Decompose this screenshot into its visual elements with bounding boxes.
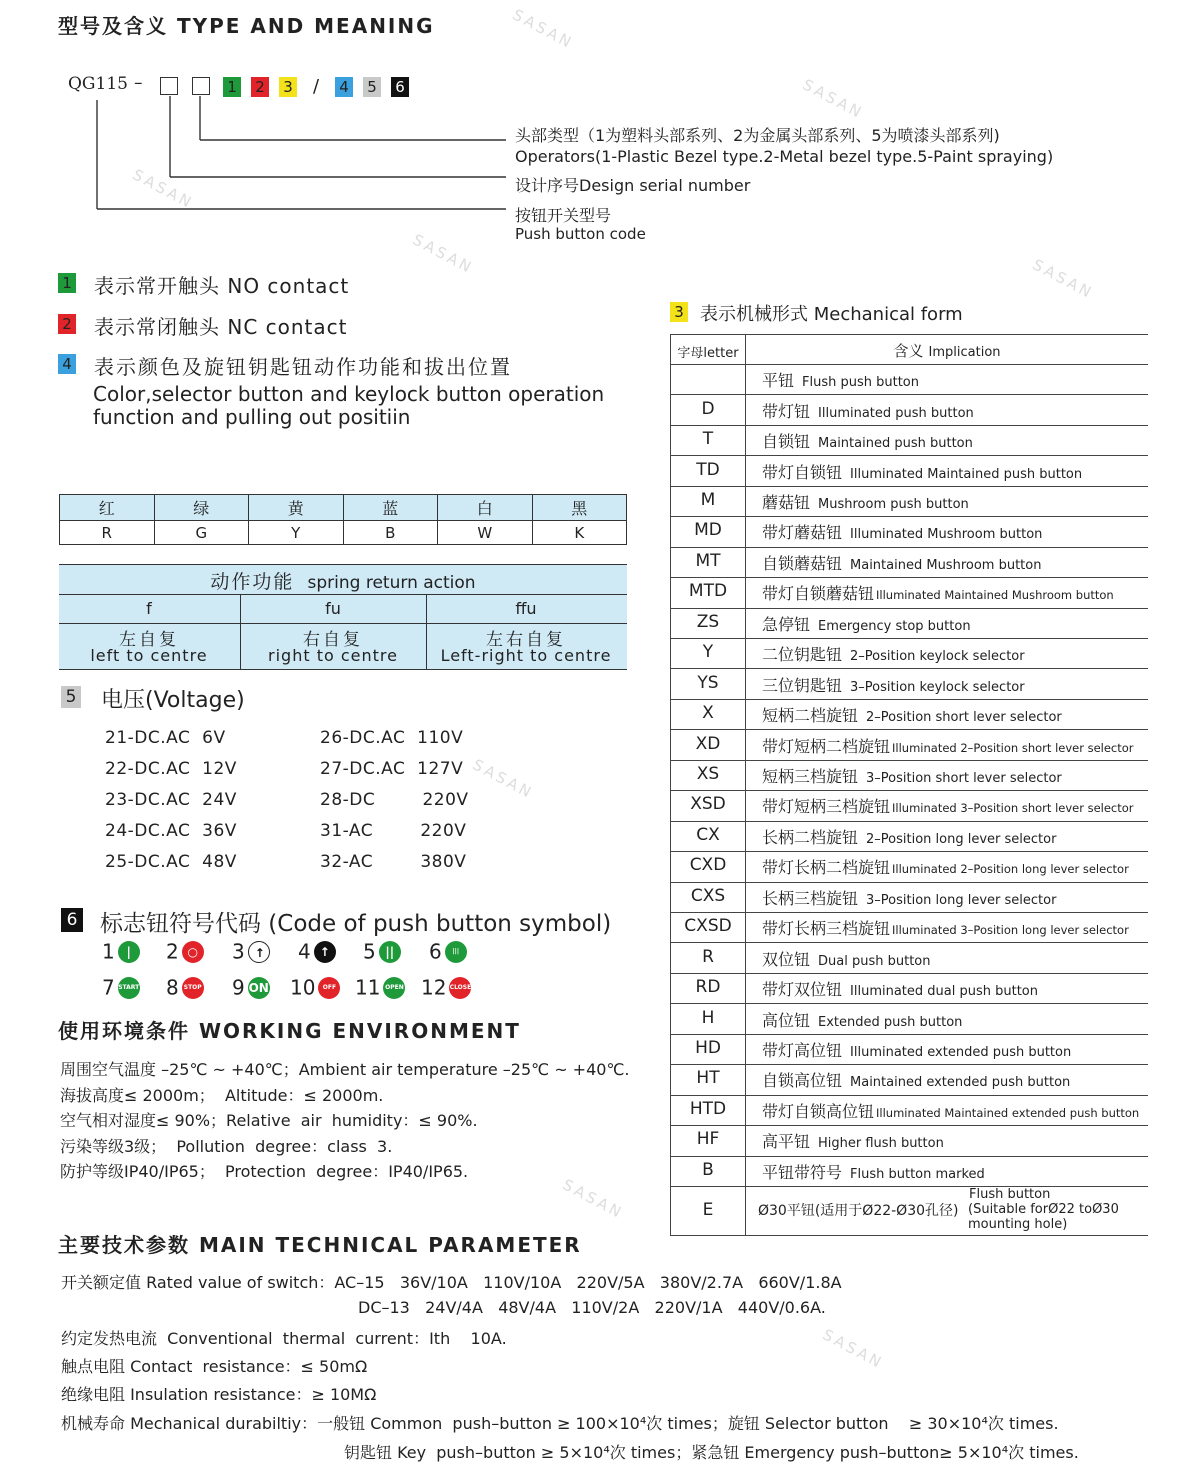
symbol-10-icon <box>318 977 340 999</box>
mech-desc <box>762 825 1056 848</box>
mech-desc-en: 3–Position keylock selector <box>850 679 1025 695</box>
symbol-badge: 6 <box>61 908 83 932</box>
mech-desc-en: Maintained Mushroom button <box>850 557 1042 573</box>
mech-desc <box>762 855 1129 878</box>
mech-row <box>670 608 1148 639</box>
env-line: 空气相对湿度≤ 90%；Relative air humidity：≤ 90%. <box>60 1111 478 1130</box>
color-code-cell: B <box>343 521 438 545</box>
action-code: fu <box>325 599 341 618</box>
symbol-7-icon <box>118 977 140 999</box>
color-code-cell: R <box>60 521 155 545</box>
mech-title: 表示机械形式 Mechanical form <box>700 304 963 325</box>
mech-head-desc-cn: 含义 <box>893 342 924 360</box>
legend-color-en2: function and pulling out positiin <box>93 405 411 429</box>
mech-row <box>670 486 1148 517</box>
action-code: ffu <box>515 599 537 618</box>
mech-desc-en: Maintained push button <box>818 436 973 452</box>
mech-desc-en: Illuminated Mushroom button <box>850 527 1043 543</box>
symbol-label: || <box>385 944 395 959</box>
symbol-item <box>102 974 140 1000</box>
legend-color-en1: Color,selector button and keylock button operation <box>93 382 605 406</box>
mech-desc-cn: 带灯自锁钮 <box>762 462 843 482</box>
mech-desc <box>762 429 973 452</box>
symbol-number: 12 <box>421 975 447 1000</box>
mech-desc-cn: 二位钥匙钮 <box>762 645 843 665</box>
mech-desc-cn: 自锁高位钮 <box>762 1071 843 1091</box>
symbol-2-icon <box>182 941 204 963</box>
mech-head-desc-en: Implication <box>928 345 1001 360</box>
working-env-list <box>60 1057 630 1185</box>
symbol-12-icon <box>449 977 471 999</box>
mech-desc <box>762 460 1082 483</box>
mech-desc-cn: 短柄二档旋钮 <box>762 706 859 726</box>
mech-row <box>670 1095 1148 1126</box>
legend-nc-contact: 表示常闭触头 NC contact <box>94 315 348 339</box>
color-cn-cell: 黑 <box>532 495 627 521</box>
mech-desc-en: Illuminated Maintained extended push button <box>876 1105 1140 1120</box>
mech-code: HT <box>696 1068 720 1089</box>
action-cn: 左右自复 <box>486 630 566 650</box>
mech-desc-en: Illuminated 3–Position short lever selector <box>892 801 1134 816</box>
mech-desc-cn: 短柄三档旋钮 <box>762 766 859 786</box>
symbol-item <box>355 974 405 1000</box>
symbol-number: 4 <box>298 939 311 964</box>
mech-head-code-cn: 字母 <box>677 346 704 361</box>
model-num-4: / <box>312 75 320 97</box>
symbol-number: 7 <box>102 975 115 1000</box>
mech-desc-cn: 平钮带符号 <box>762 1162 843 1182</box>
symbol-5-icon <box>379 941 401 963</box>
symbol-4-icon <box>314 941 336 963</box>
mech-desc-en: Illuminated Maintained Mushroom button <box>876 588 1114 603</box>
symbol-number: 9 <box>232 975 245 1000</box>
mech-desc-en: Maintained extended push button <box>850 1075 1071 1091</box>
mech-desc <box>762 916 1129 939</box>
legend-badge-4: 4 <box>58 354 76 374</box>
mech-row <box>670 547 1148 578</box>
voltage-item: 27-DC.AC 127V <box>320 759 464 779</box>
mech-desc <box>762 1038 1071 1061</box>
tech-line: 绝缘电阻 Insulation resistance：≥ 10MΩ <box>61 1385 377 1404</box>
mech-desc <box>762 673 1025 696</box>
mech-desc-cn: 带灯长柄二档旋钮 <box>762 858 891 878</box>
watermark: SASAN <box>799 75 867 123</box>
model-code: QG115 <box>68 74 128 94</box>
mech-desc <box>762 520 1042 543</box>
color-cn-cell: 黄 <box>249 495 344 521</box>
symbol-item <box>166 974 204 1000</box>
mech-row <box>670 821 1148 852</box>
symbol-number: 3 <box>232 939 245 964</box>
symbol-number: 6 <box>429 939 442 964</box>
symbol-item <box>232 974 270 1000</box>
voltage-list-right <box>320 728 469 883</box>
mech-code: E <box>702 1200 714 1220</box>
mech-row <box>670 699 1148 730</box>
env-line: 海拔高度≤ 2000m； Altitude：≤ 2000m. <box>60 1085 384 1105</box>
tech-line: 触点电阻 Contact resistance：≤ 50mΩ <box>61 1357 368 1376</box>
symbol-label: ↑ <box>319 944 330 959</box>
type-meaning-title: 型号及含义 TYPE AND MEANING <box>58 14 435 38</box>
mech-code: H <box>701 1007 715 1028</box>
mech-desc-en: Higher flush button <box>818 1136 944 1152</box>
mech-row <box>670 760 1148 791</box>
mech-row <box>670 364 1148 395</box>
mech-code: HTD <box>689 1098 727 1119</box>
mech-desc-en: Flush button marked <box>850 1166 985 1182</box>
mech-row <box>670 942 1148 973</box>
mech-desc <box>762 1068 1070 1091</box>
symbol-6-icon <box>445 941 467 963</box>
symbol-item <box>363 938 401 964</box>
mech-desc-en: 2–Position keylock selector <box>850 649 1025 665</box>
color-cn-cell: 红 <box>60 495 155 521</box>
mech-row <box>670 1003 1148 1034</box>
symbol-number: 8 <box>166 975 179 1000</box>
mech-desc-cn: 带灯长柄三档旋钮 <box>762 919 891 939</box>
legend-color-cn: 表示颜色及旋钮钥匙钮动作功能和拔出位置 <box>94 355 512 379</box>
mech-desc-en: Extended push button <box>818 1014 963 1030</box>
voltage-item: 24-DC.AC 36V <box>105 821 237 841</box>
symbol-label: START <box>118 983 140 991</box>
color-cn-cell: 绿 <box>154 495 249 521</box>
desc-code-cn: 按钮开关型号 <box>515 206 612 225</box>
mech-row <box>670 1034 1148 1065</box>
mech-desc-en: Illuminated Maintained push button <box>850 466 1083 482</box>
color-table <box>59 494 627 545</box>
mech-row <box>670 668 1148 699</box>
legend-no-contact: 表示常开触头 NO contact <box>94 274 350 298</box>
symbol-11-icon <box>383 977 405 999</box>
tech-line: 钥匙钮 Key push–button ≥ 5×10⁴次 times；紧急钮 Emergency push–button≥ 5×10⁴次 times. <box>344 1443 1079 1462</box>
mech-desc <box>762 642 1025 665</box>
symbol-item <box>102 938 140 964</box>
mech-row <box>670 851 1148 882</box>
mech-code: T <box>702 429 714 450</box>
mech-desc <box>762 977 1038 1000</box>
symbol-item <box>421 974 471 1000</box>
mech-desc-cn: 带灯蘑菇钮 <box>762 523 843 543</box>
mech-code: R <box>702 946 714 967</box>
action-title-cn: 动作功能 <box>210 571 295 593</box>
voltage-title: 电压(Voltage) <box>101 688 245 713</box>
mech-last-en2: (Suitable forØ22 toØ30 <box>968 1202 1119 1217</box>
mech-desc-cn: 平钮 <box>762 371 795 391</box>
tech-line: 机械寿命 Mechanical durabiltiy：一般钮 Common push–button ≥ 100×10⁴次 times；旋钮 Selector button ≥ 30×10⁴次 times. <box>61 1414 1059 1433</box>
mech-desc-cn: 带灯高位钮 <box>762 1040 843 1060</box>
voltage-item: 25-DC.AC 48V <box>105 852 237 872</box>
voltage-item: 21-DC.AC 6V <box>105 728 226 748</box>
mech-row-last <box>670 1186 1148 1236</box>
mech-desc-en: Mushroom push button <box>818 496 969 512</box>
mech-code: CXSD <box>684 916 732 937</box>
mech-desc <box>762 886 1056 909</box>
voltage-item: 32-AC 380V <box>320 852 467 872</box>
tech-line: DC–13 24V/4A 48V/4A 110V/2A 220V/1A 440V/0.6A. <box>358 1298 826 1317</box>
mech-desc-cn: 长柄二档旋钮 <box>762 827 859 847</box>
desc-head-type-cn: 头部类型（1为塑料头部系列、2为金属头部系列、5为喷漆头部系列) <box>515 126 1000 145</box>
action-table <box>59 564 627 670</box>
symbol-label: STOP <box>183 983 202 991</box>
mech-code: MTD <box>688 581 728 602</box>
symbol-label: ○ <box>187 944 198 959</box>
mech-desc <box>762 1160 985 1183</box>
mech-desc <box>762 490 969 513</box>
mech-desc-en: 3–Position long lever selector <box>866 892 1057 908</box>
env-line: 污染等级3级； Pollution degree：class 3. <box>60 1136 393 1156</box>
mech-code: XD <box>695 733 721 754</box>
voltage-item: 28-DC 220V <box>320 790 469 810</box>
mech-code: CXD <box>689 855 727 876</box>
mech-desc-cn: 长柄三档旋钮 <box>762 888 859 908</box>
mech-code: XSD <box>690 794 726 815</box>
color-cn-cell: 蓝 <box>343 495 438 521</box>
symbol-label: | <box>126 944 131 959</box>
model-num-7: 6 <box>391 77 409 97</box>
mech-row <box>670 790 1148 821</box>
mech-desc-cn: 带灯自锁蘑菇钮 <box>762 584 875 604</box>
mech-desc-cn: 三位钥匙钮 <box>762 675 843 695</box>
symbol-1-icon <box>118 941 140 963</box>
mech-desc <box>762 581 1114 604</box>
symbol-8-icon <box>182 977 204 999</box>
mech-header <box>670 334 1148 365</box>
mech-code: RD <box>695 977 721 998</box>
voltage-item: 23-DC.AC 24V <box>105 790 237 810</box>
tech-line: 约定发热电流 Conventional thermal current：Ith 10A. <box>61 1329 507 1348</box>
mech-desc-en: Illuminated 2–Position short lever selector <box>892 740 1134 755</box>
mech-desc-en: Illuminated 3–Position long lever selector <box>892 923 1129 938</box>
legend-badge-1: 1 <box>58 273 76 293</box>
mech-desc <box>762 612 971 635</box>
mech-last-cn: Ø30平钮(适用于Ø22-Ø30孔径) <box>758 1203 959 1219</box>
mech-code: MD <box>694 520 722 541</box>
voltage-badge: 5 <box>61 686 81 708</box>
mech-row <box>670 1156 1148 1187</box>
mech-code: MT <box>695 550 721 571</box>
voltage-item: 26-DC.AC 110V <box>320 728 464 748</box>
mech-row <box>670 638 1148 669</box>
color-code-cell: W <box>438 521 533 545</box>
symbol-number: 1 <box>102 939 115 964</box>
action-code: f <box>146 599 152 618</box>
mech-badge: 3 <box>670 302 688 322</box>
mech-desc-en: Emergency stop button <box>818 618 971 634</box>
mech-code: YS <box>697 672 719 693</box>
action-en: right to centre <box>268 646 398 665</box>
mech-code: XS <box>696 763 720 784</box>
symbol-item <box>298 938 336 964</box>
model-dash: – <box>134 73 143 93</box>
mech-code: M <box>700 489 716 510</box>
mech-desc-cn: 急停钮 <box>762 614 811 634</box>
model-num-3: 3 <box>279 77 297 97</box>
mech-desc <box>762 1008 962 1031</box>
symbol-label: CLOSE <box>449 983 472 991</box>
mech-code: TD <box>696 459 720 480</box>
symbol-number: 5 <box>363 939 376 964</box>
mech-desc-cn: 带灯自锁高位钮 <box>762 1101 875 1121</box>
watermark: SASAN <box>819 1325 887 1373</box>
watermark: SASAN <box>129 165 197 213</box>
mech-desc <box>762 947 931 970</box>
voltage-list-left <box>105 728 237 883</box>
voltage-item: 31-AC 220V <box>320 821 467 841</box>
mech-desc <box>762 399 974 422</box>
mech-desc-cn: 高位钮 <box>762 1010 811 1030</box>
symbol-9-icon <box>248 977 270 999</box>
mech-row <box>670 455 1148 486</box>
mech-desc-en: 2–Position short lever selector <box>866 710 1062 726</box>
model-num-2: 2 <box>251 77 269 97</box>
mech-desc-en: Flush push button <box>802 375 920 391</box>
mech-desc-en: Dual push button <box>818 953 931 969</box>
mech-desc <box>762 1129 944 1152</box>
model-num-1: 1 <box>223 77 241 97</box>
symbol-number: 11 <box>355 975 381 1000</box>
watermark: SASAN <box>1029 255 1097 303</box>
mech-row <box>670 577 1148 608</box>
action-en: left to centre <box>90 646 208 665</box>
mech-row <box>670 912 1148 943</box>
mech-desc-cn: 带灯钮 <box>762 401 811 421</box>
symbol-item <box>166 938 204 964</box>
tech-line: 开关额定值 Rated value of switch：AC–15 36V/10A 110V/10A 220V/5A 380V/2.7A 660V/1.8A <box>61 1273 842 1292</box>
mech-desc <box>762 703 1062 726</box>
watermark: SASAN <box>469 755 537 803</box>
action-title-en: spring return action <box>307 573 476 593</box>
mech-code: HD <box>695 1037 721 1058</box>
mech-desc-cn: 自锁钮 <box>762 432 811 452</box>
mech-code: X <box>702 703 714 724</box>
model-num-5: 4 <box>335 77 353 97</box>
mech-desc <box>762 1099 1139 1122</box>
mech-row <box>670 1125 1148 1156</box>
color-code-cell: K <box>532 521 627 545</box>
mech-row <box>670 973 1148 1004</box>
working-env-title: 使用环境条件 WORKING ENVIRONMENT <box>58 1019 521 1043</box>
action-cn: 右自复 <box>303 630 363 650</box>
color-cn-cell: 白 <box>438 495 533 521</box>
mech-row <box>670 1064 1148 1095</box>
mech-desc-cn: 自锁蘑菇钮 <box>762 553 843 573</box>
mech-code: CXS <box>690 885 726 906</box>
symbol-label: OPEN <box>385 983 404 991</box>
watermark: SASAN <box>409 230 477 278</box>
mech-row <box>670 425 1148 456</box>
mech-desc-en: 2–Position long lever selector <box>866 831 1057 847</box>
mech-desc-cn: 双位钮 <box>762 949 811 969</box>
color-code-cell: G <box>154 521 249 545</box>
mech-code: D <box>701 398 715 419</box>
mech-desc-en: Illuminated dual push button <box>850 984 1038 1000</box>
mech-desc <box>762 794 1134 817</box>
action-en: Left-right to centre <box>440 646 612 665</box>
mech-desc-en: Illuminated push button <box>818 405 974 421</box>
mech-code: ZS <box>696 611 720 632</box>
tech-title: 主要技术参数 MAIN TECHNICAL PARAMETER <box>58 1233 582 1257</box>
mech-code: CX <box>696 824 720 845</box>
mech-code: B <box>702 1159 714 1180</box>
legend-badge-2: 2 <box>58 314 76 334</box>
mech-desc-cn: 带灯短柄二档旋钮 <box>762 736 891 756</box>
symbol-item <box>429 938 467 964</box>
mech-last-en1: Flush button <box>969 1187 1051 1202</box>
symbol-number: 10 <box>290 975 316 1000</box>
mech-code: Y <box>702 642 714 663</box>
mech-desc <box>762 764 1062 787</box>
mech-code: HF <box>696 1129 720 1150</box>
mech-desc <box>762 368 919 391</box>
symbol-title: 标志钮符号代码 (Code of push button symbol) <box>100 911 612 937</box>
symbol-item <box>232 938 270 964</box>
mech-desc-cn: 高平钮 <box>762 1132 811 1152</box>
mech-row <box>670 882 1148 913</box>
color-code-cell: Y <box>249 521 344 545</box>
mech-row <box>670 729 1148 760</box>
env-line: 防护等级IP40/IP65； Protection degree：IP40/IP65. <box>60 1162 469 1181</box>
symbol-label: OFF <box>322 983 337 991</box>
env-line: 周围空气温度 –25℃ ~ +40℃；Ambient air temperature –25℃ ~ +40℃. <box>60 1060 630 1079</box>
symbol-label: ON <box>248 980 269 995</box>
mech-desc <box>762 551 1041 574</box>
model-num-6: 5 <box>363 77 381 97</box>
mech-head-code-en: letter <box>703 346 739 361</box>
symbol-item <box>290 974 340 1000</box>
mech-desc-cn: 带灯短柄三档旋钮 <box>762 797 891 817</box>
symbol-label: ||| <box>452 947 460 955</box>
desc-serial: 设计序号Design serial number <box>515 176 751 195</box>
mech-desc-en: Illuminated 2–Position long lever selector <box>892 862 1129 877</box>
voltage-item: 22-DC.AC 12V <box>105 759 237 779</box>
mech-desc <box>762 734 1134 757</box>
mech-desc-en: Illuminated extended push button <box>850 1044 1072 1060</box>
mech-desc-cn: 蘑菇钮 <box>762 492 811 512</box>
mech-desc-en: 3–Position short lever selector <box>866 770 1062 786</box>
mech-last-en3: mounting hole) <box>968 1217 1068 1232</box>
symbol-label: ↑ <box>254 945 265 960</box>
mech-desc-cn: 带灯双位钮 <box>762 980 843 1000</box>
mech-row <box>670 394 1148 425</box>
watermark: SASAN <box>559 1175 627 1223</box>
symbol-3-icon <box>248 941 270 963</box>
symbol-number: 2 <box>166 939 179 964</box>
mech-row <box>670 516 1148 547</box>
desc-head-type-en: Operators(1-Plastic Bezel type.2-Metal bezel type.5-Paint spraying) <box>515 147 1054 166</box>
desc-code-en: Push button code <box>515 225 646 243</box>
action-cn: 左自复 <box>119 630 179 650</box>
watermark: SASAN <box>509 5 577 53</box>
